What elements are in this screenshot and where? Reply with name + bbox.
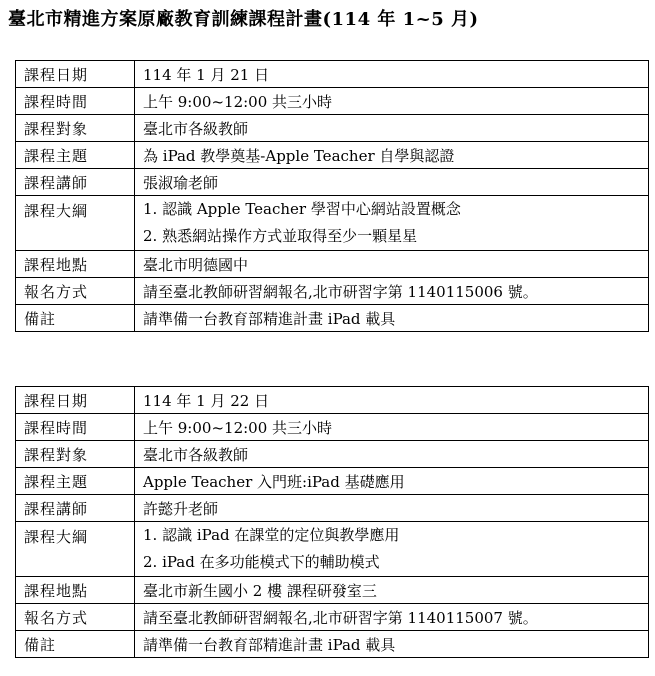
- label-audience: 課程對象: [16, 115, 135, 142]
- course-lecturer: 許懿升老師: [135, 495, 649, 522]
- label-location: 課程地點: [16, 577, 135, 604]
- course-date: 114 年 1 月 21 日: [135, 61, 649, 88]
- course-table-2: [15, 386, 649, 658]
- course-topic: 為 iPad 教學奠基-Apple Teacher 自學與認證: [135, 142, 649, 169]
- row-lecturer: [16, 495, 649, 522]
- row-registration: [16, 278, 649, 305]
- label-time: 課程時間: [16, 88, 135, 115]
- label-location: 課程地點: [16, 251, 135, 278]
- outline-item: 1. 認識 Apple Teacher 學習中心網站設置概念: [143, 200, 461, 218]
- label-lecturer: 課程講師: [16, 495, 135, 522]
- course-table-1: [15, 60, 649, 332]
- course-time: 上午 9:00~12:00 共三小時: [135, 414, 649, 441]
- course-topic: Apple Teacher 入門班:iPad 基礎應用: [135, 468, 649, 495]
- course-registration: 請至臺北教師研習網報名,北市研習字第 1140115007 號。: [135, 604, 649, 631]
- row-topic: [16, 142, 649, 169]
- row-audience: [16, 115, 649, 142]
- page-title: 臺北市精進方案原廠教育訓練課程計畫(114 年 1~5 月): [8, 9, 479, 30]
- label-outline: 課程大綱: [16, 196, 135, 251]
- row-location: [16, 251, 649, 278]
- label-date: 課程日期: [16, 61, 135, 88]
- label-time: 課程時間: [16, 414, 135, 441]
- row-date: [16, 61, 649, 88]
- course-lecturer: 張淑瑜老師: [135, 169, 649, 196]
- label-topic: 課程主題: [16, 468, 135, 495]
- row-topic: [16, 468, 649, 495]
- row-notes: [16, 631, 649, 658]
- row-outline: [16, 196, 649, 251]
- course-audience: 臺北市各級教師: [135, 441, 649, 468]
- row-outline: [16, 522, 649, 577]
- label-audience: 課程對象: [16, 441, 135, 468]
- label-date: 課程日期: [16, 387, 135, 414]
- row-time: [16, 88, 649, 115]
- row-location: [16, 577, 649, 604]
- outline-item: 2. 熟悉網站操作方式並取得至少一顆星星: [143, 227, 418, 245]
- course-time: 上午 9:00~12:00 共三小時: [135, 88, 649, 115]
- label-lecturer: 課程講師: [16, 169, 135, 196]
- row-date: [16, 387, 649, 414]
- outline-item: 2. iPad 在多功能模式下的輔助模式: [143, 553, 380, 571]
- course-location: 臺北市明德國中: [135, 251, 649, 278]
- row-lecturer: [16, 169, 649, 196]
- label-notes: 備註: [16, 305, 135, 332]
- row-notes: [16, 305, 649, 332]
- label-outline: 課程大綱: [16, 522, 135, 577]
- course-date: 114 年 1 月 22 日: [135, 387, 649, 414]
- course-audience: 臺北市各級教師: [135, 115, 649, 142]
- label-registration: 報名方式: [16, 278, 135, 305]
- course-registration: 請至臺北教師研習網報名,北市研習字第 1140115006 號。: [135, 278, 649, 305]
- row-time: [16, 414, 649, 441]
- label-registration: 報名方式: [16, 604, 135, 631]
- course-outline: [135, 196, 649, 251]
- course-notes: 請準備一台教育部精進計畫 iPad 載具: [135, 305, 649, 332]
- outline-item: 1. 認識 iPad 在課堂的定位與教學應用: [143, 526, 400, 544]
- row-audience: [16, 441, 649, 468]
- label-notes: 備註: [16, 631, 135, 658]
- row-registration: [16, 604, 649, 631]
- label-topic: 課程主題: [16, 142, 135, 169]
- course-outline: [135, 522, 649, 577]
- course-notes: 請準備一台教育部精進計畫 iPad 載具: [135, 631, 649, 658]
- course-location: 臺北市新生國小 2 樓 課程研發室三: [135, 577, 649, 604]
